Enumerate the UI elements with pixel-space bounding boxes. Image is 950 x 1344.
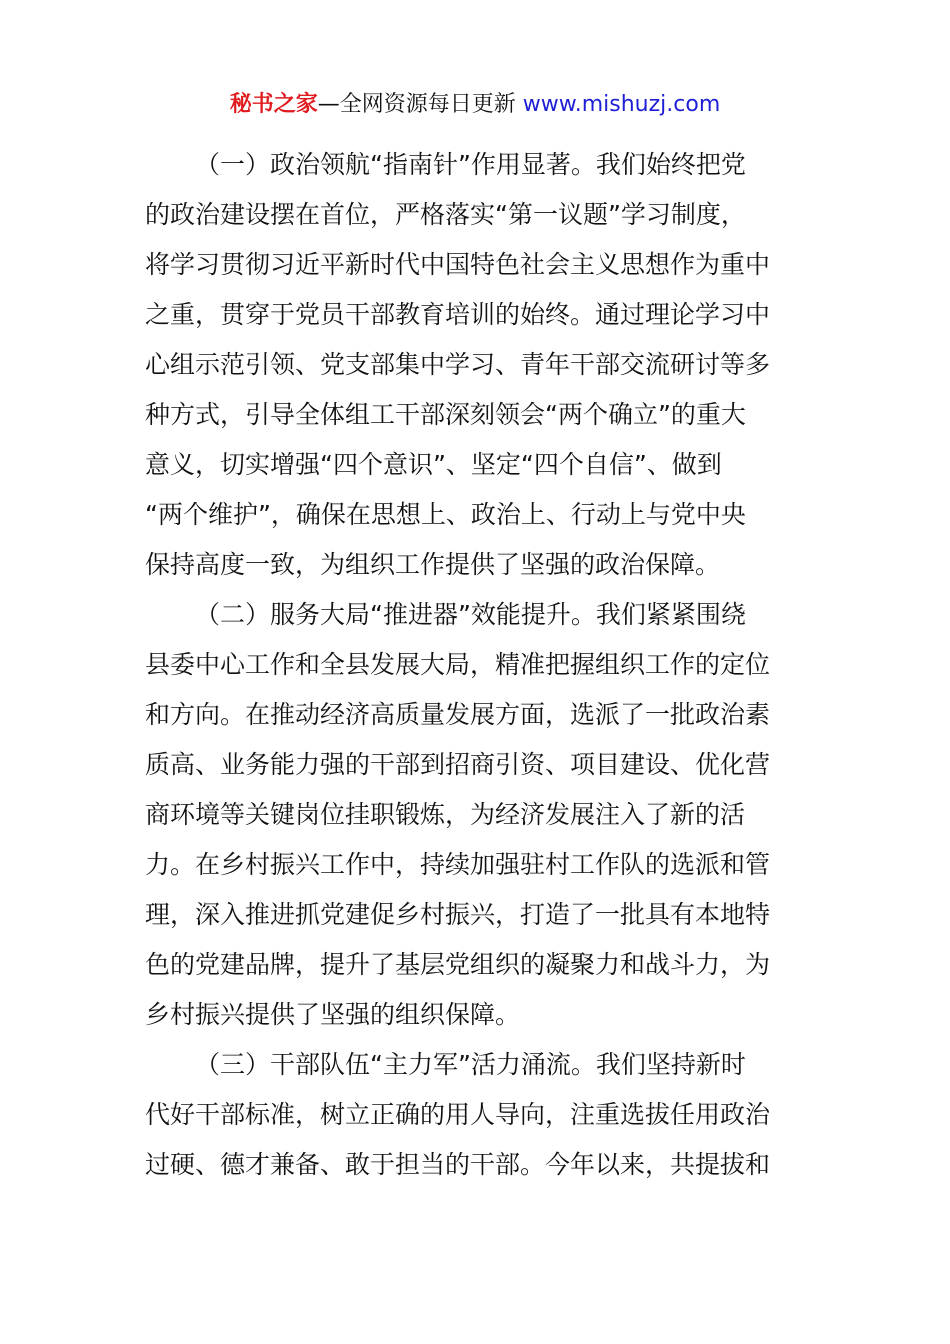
paragraph-line: 商环境等关键岗位挂职锻炼，为经济发展注入了新的活 [145,800,746,829]
paragraph-line: 意义，切实增强“四个意识”、坚定“四个自信”、做到 [145,450,722,479]
paragraph-1 [145,140,817,590]
paragraph-line: 理，深入推进抓党建促乡村振兴，打造了一批具有本地特 [145,900,771,929]
header-tagline: —全网资源每日更新 [317,92,523,117]
paragraph-line: 力。在乡村振兴工作中，持续加强驻村工作队的选派和管 [145,850,771,879]
paragraph-line: 过硬、德才兼备、敢于担当的干部。今年以来，共提拔和 [145,1150,771,1179]
paragraph-line: 色的党建品牌，提升了基层党组织的凝聚力和战斗力，为 [145,950,771,979]
paragraph-3 [145,1040,817,1190]
paragraph-line: 心组示范引领、党支部集中学习、青年干部交流研讨等多 [145,350,771,379]
paragraph-line: 之重，贯穿于党员干部教育培训的始终。通过理论学习中 [145,300,771,329]
paragraph-line: 乡村振兴提供了坚强的组织保障。 [145,1000,521,1029]
site-url-link[interactable]: www.mishuzj.com [522,92,721,117]
paragraph-line: 种方式，引导全体组工干部深刻领会“两个确立”的重大 [145,400,746,429]
paragraph-line: “两个维护”，确保在思想上、政治上、行动上与党中央 [145,500,746,529]
paragraph-line: （三）干部队伍“主力军”活力涌流。我们坚持新时 [195,1050,746,1079]
brand-name: 秘书之家 [229,92,318,117]
site-header [0,88,950,122]
paragraph-line: （二）服务大局“推进器”效能提升。我们紧紧围绕 [195,600,746,629]
paragraph-line: 代好干部标准，树立正确的用人导向，注重选拔任用政治 [145,1100,771,1129]
paragraph-line: 将学习贯彻习近平新时代中国特色社会主义思想作为重中 [145,250,771,279]
paragraph-2 [145,590,817,1040]
paragraph-line: 县委中心工作和全县发展大局，精准把握组织工作的定位 [145,650,771,679]
paragraph-line: 保持高度一致，为组织工作提供了坚强的政治保障。 [145,550,721,579]
paragraph-line: 的政治建设摆在首位，严格落实“第一议题”学习制度， [145,200,746,229]
document-body [145,140,817,1190]
paragraph-line: 质高、业务能力强的干部到招商引资、项目建设、优化营 [145,750,771,779]
paragraph-line: 和方向。在推动经济高质量发展方面，选派了一批政治素 [145,700,771,729]
paragraph-line: （一）政治领航“指南针”作用显著。我们始终把党 [195,150,746,179]
